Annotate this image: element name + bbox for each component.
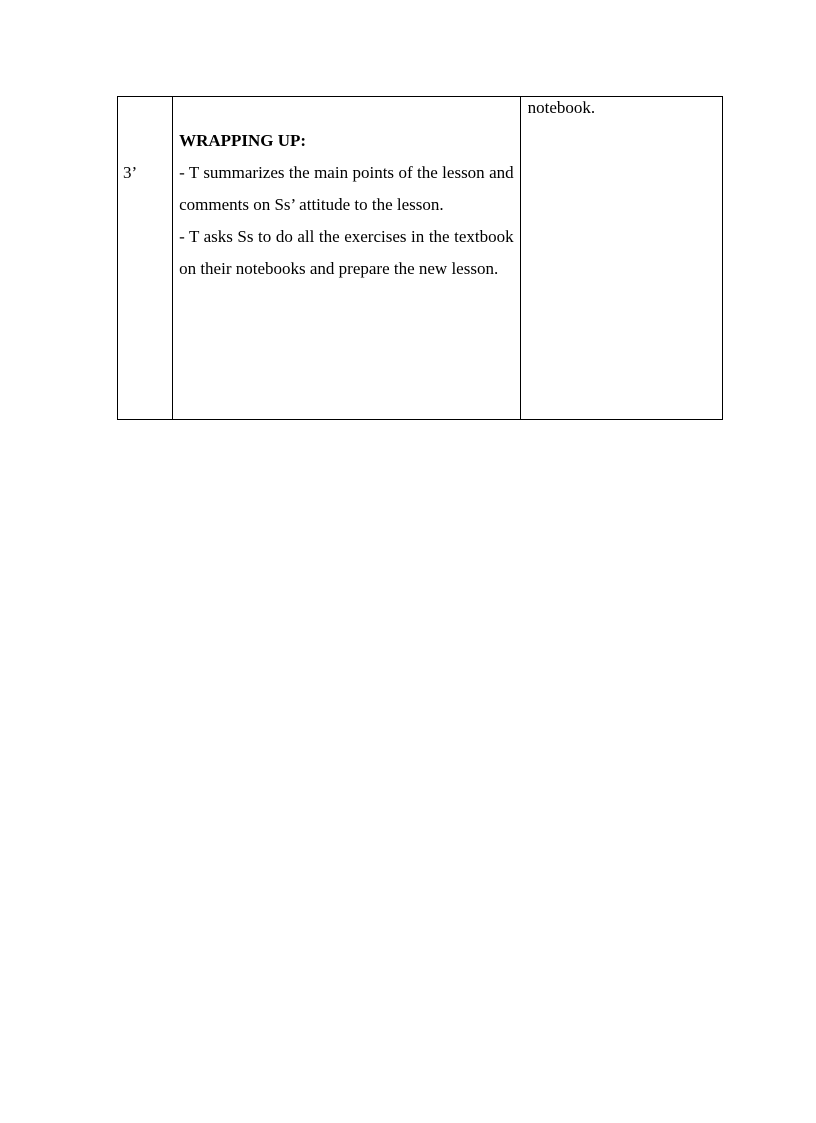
activity-step-summarize: - T summarizes the main points of the lesson and comments on Ss’ attitude to the lesson. xyxy=(179,163,514,214)
activity-content xyxy=(173,125,520,285)
notes-cell xyxy=(520,97,722,420)
time-duration: 3’ xyxy=(123,163,138,182)
time-cell xyxy=(118,97,173,420)
lesson-plan-table xyxy=(117,96,723,420)
table-row xyxy=(118,97,723,420)
section-heading: WRAPPING UP: xyxy=(179,131,307,150)
notes-text: notebook. xyxy=(527,98,596,117)
activity-cell xyxy=(173,97,521,420)
activity-step-homework: - T asks Ss to do all the exercises in the textbook on their notebooks and prepare the new lesson. xyxy=(179,227,514,278)
